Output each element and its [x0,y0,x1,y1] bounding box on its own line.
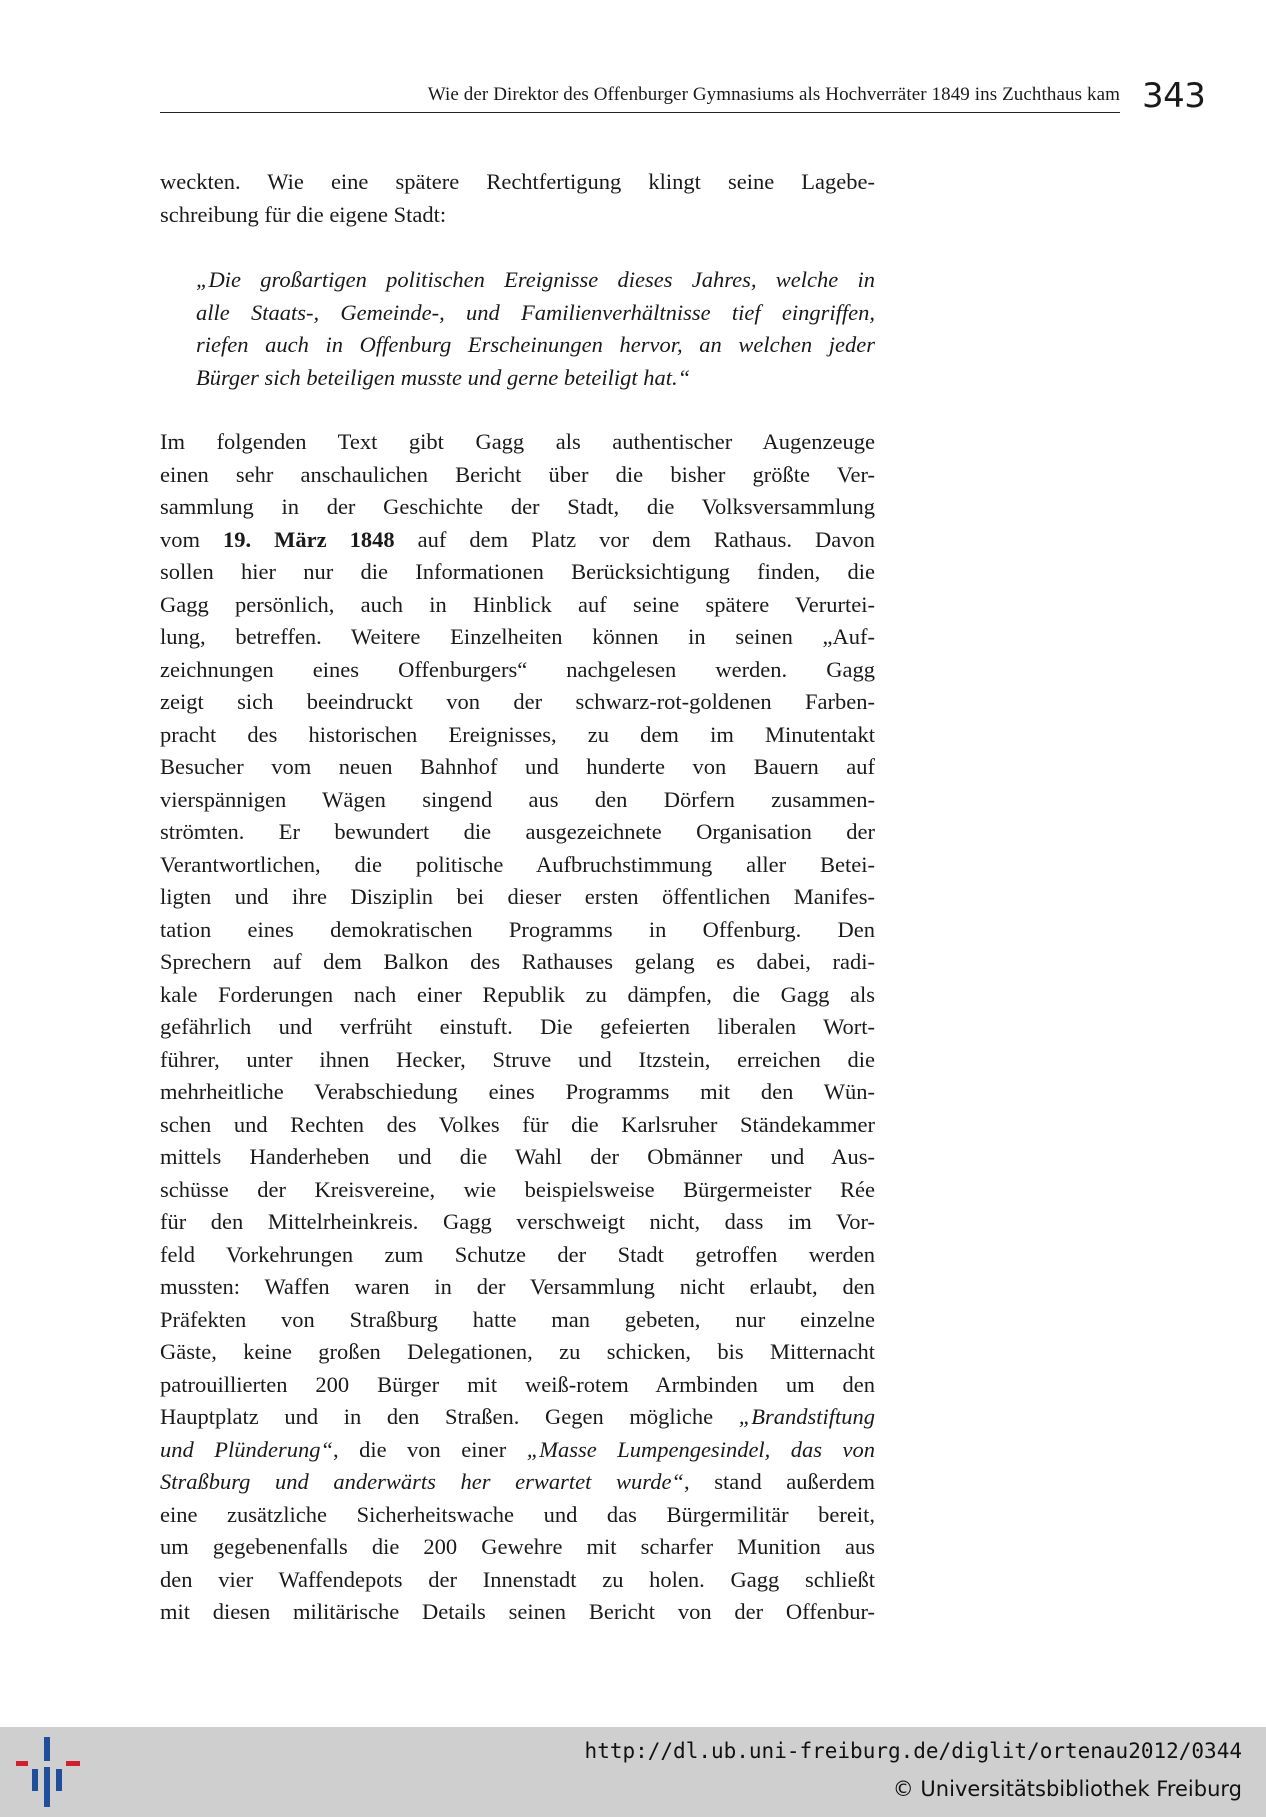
text-line: Besucher vom neuen Bahnhof und hunderte von Bauern auf [160,754,875,779]
text-line: Im folgenden Text gibt Gagg als authentischer Augenzeuge [160,429,875,454]
text-line: für den Mittelrheinkreis. Gagg verschweigt nicht, dass im Vor- [160,1209,875,1234]
text-line: einen sehr anschaulichen Bericht über die bisher größte Ver- [160,461,875,487]
body-paragraph [160,426,875,1629]
text-line [160,1434,875,1467]
text-run: , stand außerdem [683,1469,876,1494]
text-line [160,1401,875,1434]
text-line: schüsse der Kreisvereine, wie beispielsweise Bürgermeister Rée [160,1176,875,1202]
text-line: den vier Waffendepots der Innenstadt zu holen. Gagg schließt [160,1566,875,1592]
intro-paragraph [160,166,875,231]
text-line: eine zusätzliche Sicherheitswache und das Bürgermilitär bereit, [160,1501,875,1527]
block-quote [196,264,875,394]
text-run: auf dem Platz vor dem Rathaus. Davon [394,526,875,552]
text-line [160,524,875,557]
running-header-title: Wie der Direktor des Offenburger Gymnasiums als Hochverräter 1849 ins Zuchthaus kam [427,84,1120,105]
page-number: 343 [1142,76,1206,116]
text-run: Hauptplatz und in den Straßen. Gegen mögliche [160,1404,739,1429]
text-line: sammlung in der Geschichte der Stadt, die Volksversammlung [160,494,875,519]
text-line: weckten. Wie eine spätere Rechtfertigung klingt seine Lagebe- [160,169,875,194]
quote-line: riefen auch in Offenburg Erscheinungen hervor, an welchen jeder [196,332,875,357]
text-line: sollen hier nur die Informationen Berücksichtigung finden, die [160,559,875,584]
running-header [160,78,1120,113]
text-line: Gagg persönlich, auch in Hinblick auf seine spätere Verurtei- [160,591,875,617]
text-line: patrouillierten 200 Bürger mit weiß-rotem Armbinden um den [160,1371,875,1397]
text-line: mit diesen militärische Details seinen Bericht von der Offenbur- [160,1599,875,1624]
footer-url-link[interactable]: http://dl.ub.uni-freiburg.de/diglit/ortenau2012/0344 [584,1739,1242,1763]
text-line: tation eines demokratischen Programms in Offenburg. Den [160,916,875,942]
footer-bar [0,1727,1266,1817]
text-line [160,1466,875,1499]
text-line: führer, unter ihnen Hecker, Struve und Itzstein, erreichen die [160,1046,875,1072]
text-line: schreibung für die eigene Stadt: [160,201,447,227]
date-bold: 19. März 1848 [223,526,395,552]
quote-italic: und Plünderung“ [160,1436,333,1462]
footer-copyright: © Universitätsbibliothek Freiburg [892,1777,1242,1801]
quote-italic: „Masse Lumpengesindel, das von [526,1436,875,1462]
text-line: Verantwortlichen, die politische Aufbruchstimmung aller Betei- [160,851,875,877]
ub-freiburg-logo-icon [14,1735,84,1810]
text-line: zeichnungen eines Offenburgers“ nachgelesen werden. Gagg [160,656,875,682]
text-line: feld Vorkehrungen zum Schutze der Stadt getroffen werden [160,1241,875,1267]
quote-line: alle Staats-, Gemeinde-, und Familienverhältnisse tief eingriffen, [196,299,875,325]
text-line: um gegebenenfalls die 200 Gewehre mit scharfer Munition aus [160,1534,875,1559]
text-run: vom [160,526,224,552]
text-line: gefährlich und verfrüht einstuft. Die gefeierten liberalen Wort- [160,1014,875,1039]
text-line: zeigt sich beeindruckt von der schwarz-rot-goldenen Farben- [160,689,875,714]
text-line: mehrheitliche Verabschiedung eines Programms mit den Wün- [160,1079,875,1104]
text-line: Gäste, keine großen Delegationen, zu schicken, bis Mitternacht [160,1339,875,1364]
text-run: , die von einer [332,1436,527,1462]
text-line: pracht des historischen Ereignisses, zu dem im Minutentakt [160,721,875,747]
text-line: kale Forderungen nach einer Republik zu dämpfen, die Gagg als [160,981,875,1007]
text-line: schen und Rechten des Volkes für die Karlsruher Ständekammer [160,1111,875,1137]
text-line: mittels Handerheben und die Wahl der Obmänner und Aus- [160,1144,875,1169]
quote-line: Bürger sich beteiligen musste und gerne beteiligt hat.“ [196,364,691,390]
quote-italic: Straßburg und anderwärts her erwartet wurde“ [160,1469,684,1494]
text-line: ligten und ihre Disziplin bei dieser ersten öffentlichen Manifes- [160,884,875,909]
text-line: mussten: Waffen waren in der Versammlung nicht erlaubt, den [160,1274,875,1299]
text-line: Präfekten von Straßburg hatte man gebeten, nur einzelne [160,1306,875,1332]
quote-line: „Die großartigen politischen Ereignisse dieses Jahres, welche in [196,267,875,292]
text-line: Sprechern auf dem Balkon des Rathauses gelang es dabei, radi- [160,949,875,974]
text-line: strömten. Er bewundert die ausgezeichnete Organisation der [160,819,875,844]
quote-italic: „Brandstiftung [738,1404,875,1429]
text-line: vierspännigen Wägen singend aus den Dörfern zusammen- [160,786,875,812]
text-line: lung, betreffen. Weitere Einzelheiten können in seinen „Auf- [160,624,875,649]
